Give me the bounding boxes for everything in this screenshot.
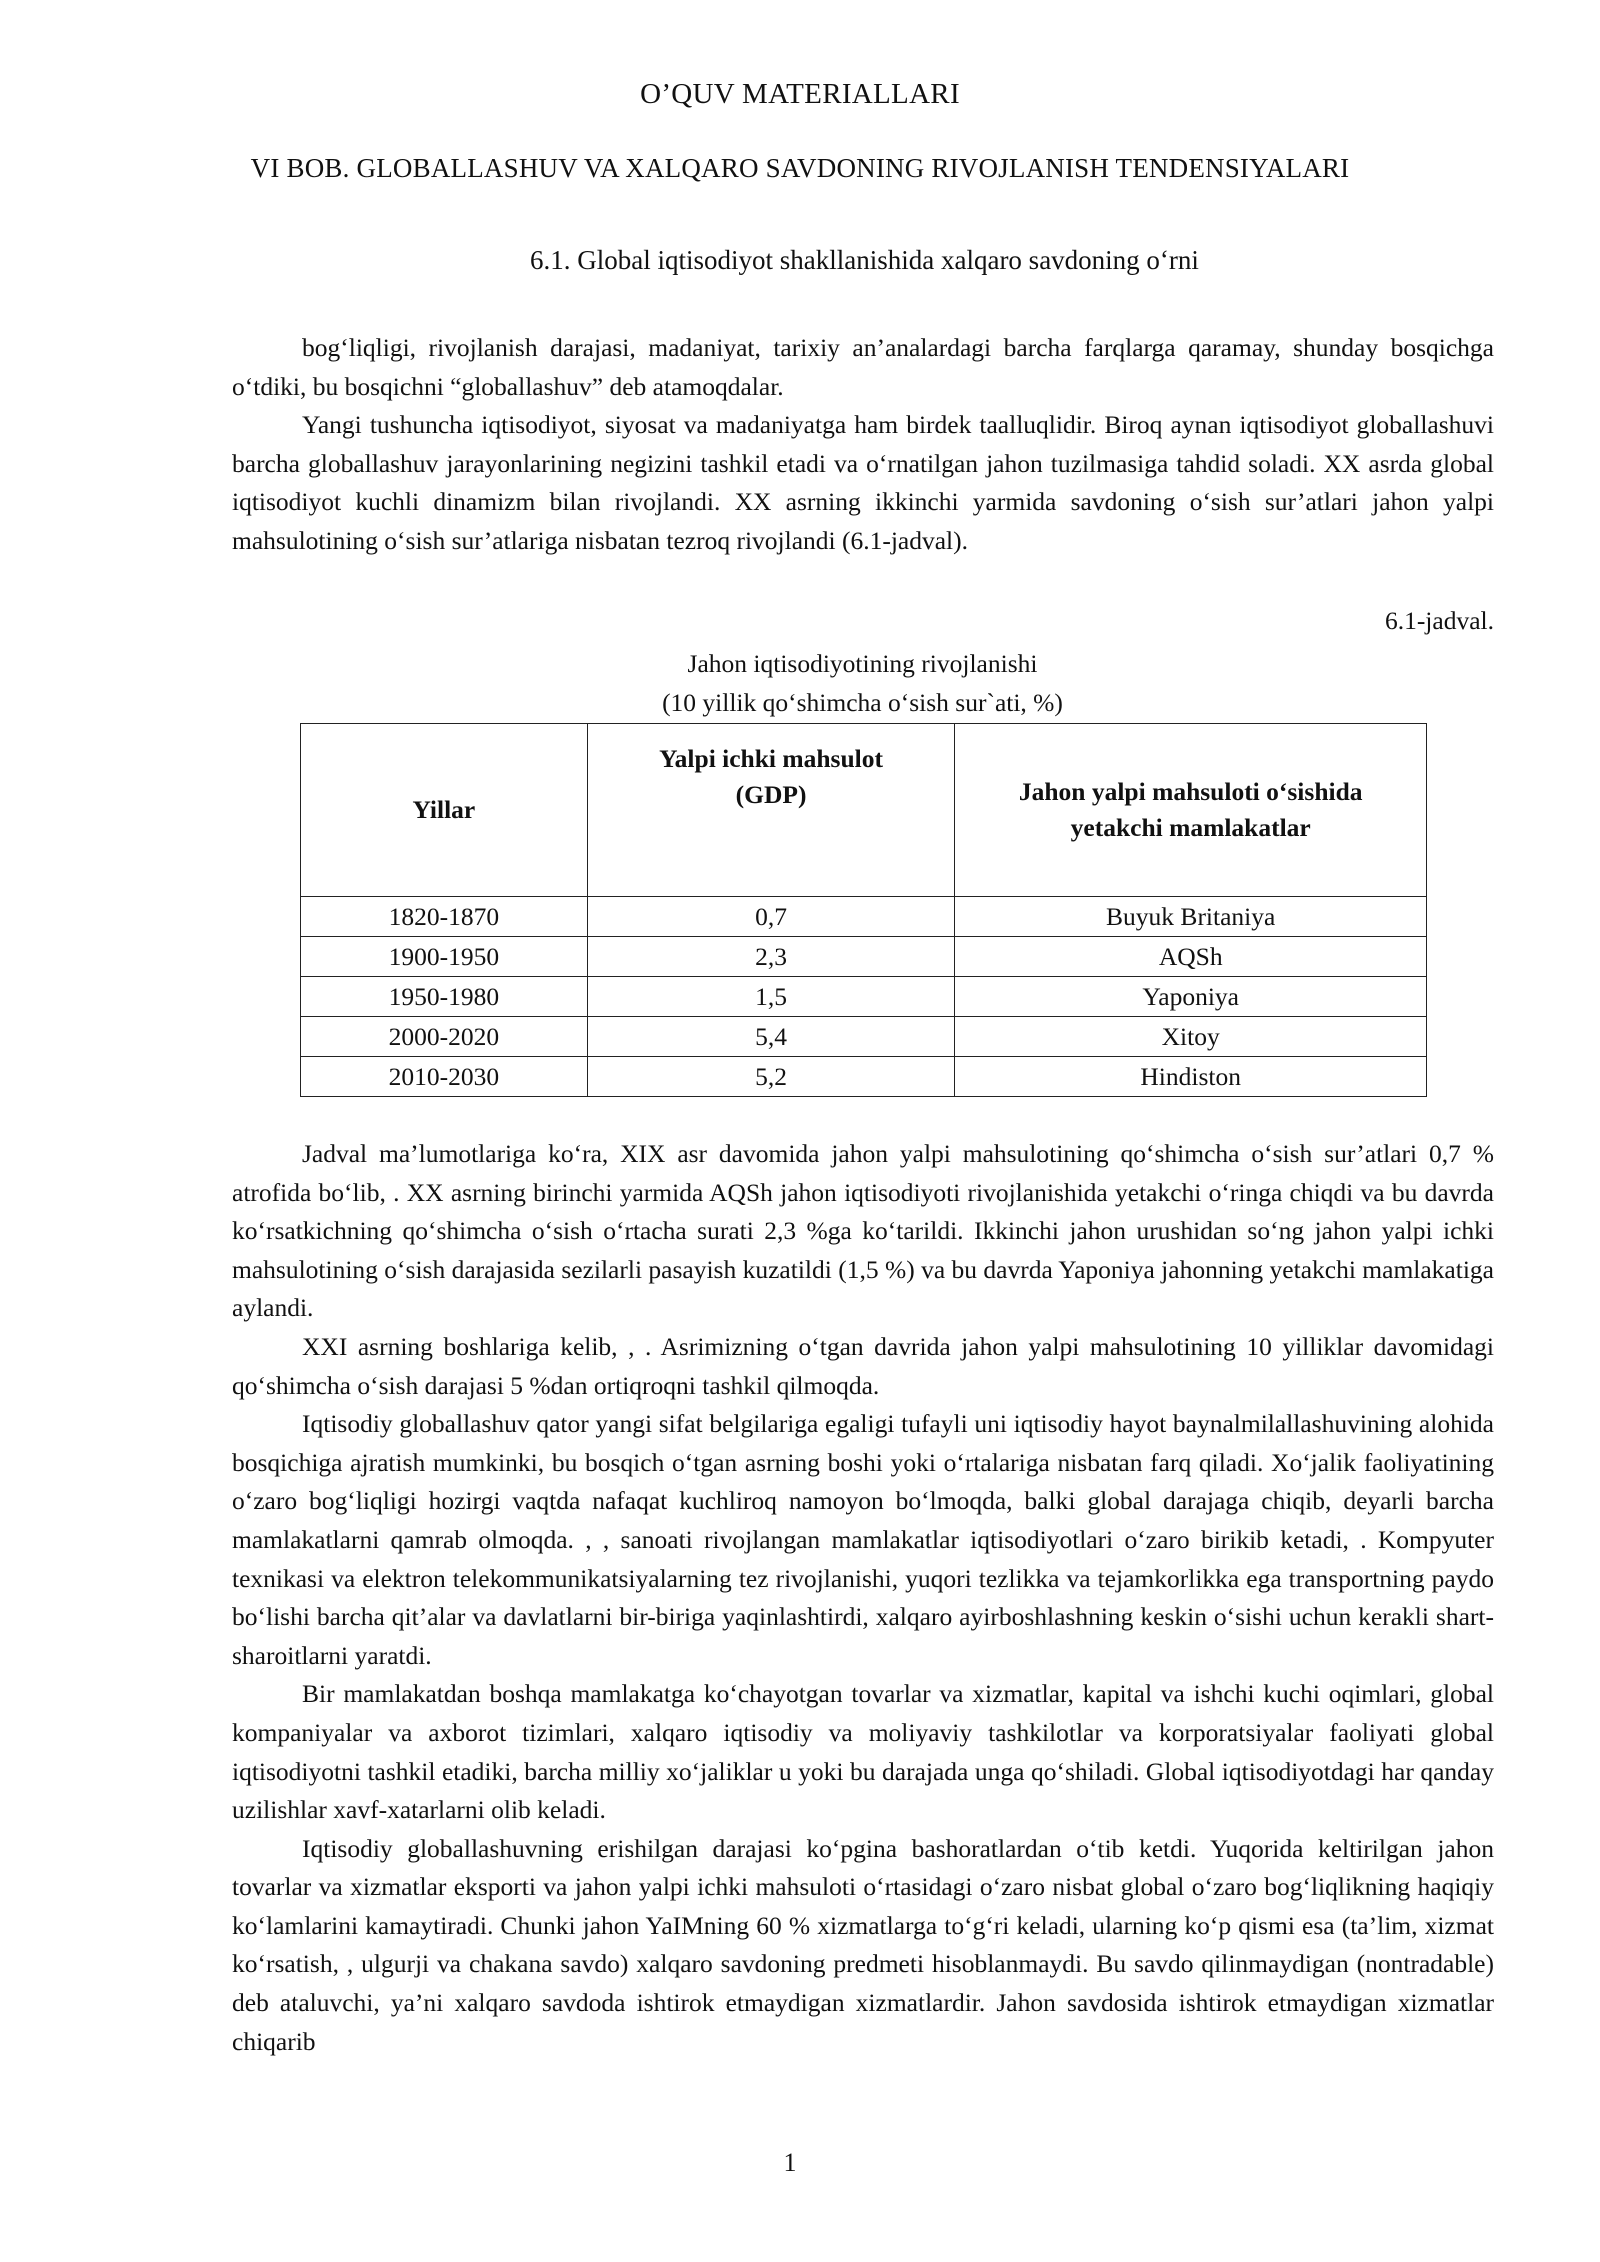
paragraph: Yangi tushuncha iqtisodiyot, siyosat va madaniyatga ham birdek taalluqlidir. Biroq aynan iqtisodiyot globallashuvi barcha globallashuv jarayonlarining negizini tashkil etadi va o‘rnatilgan jahon tuzilmasiga tahdid soladi. XX asrda global iqtisodiyot kuchli dinamizm bilan rivojlandi. XX asrning ikkinchi yarmida savdoning o‘sish sur’atlari jahon yalpi mahsulotining o‘sish sur’atlariga nisbatan tezroq rivojlandi (6.1-jadval).	[232, 410, 1494, 555]
cell-leader: Xitoy	[955, 1017, 1427, 1057]
column-header-gdp: Yalpi ichki mahsulot (GDP)	[587, 724, 955, 897]
paragraph: XXI asrning boshlariga kelib, , . Asrimizning o‘tgan davrida jahon yalpi mahsulotining 10 yilliklar davomidagi qo‘shimcha o‘sish darajasi 5 %dan ortiqroqni tashkil qilmoqda.	[232, 1331, 1494, 1400]
cell-leader: AQSh	[955, 937, 1427, 977]
table-row	[301, 1057, 1427, 1097]
chapter-title: VI BOB. GLOBALLASHUV VA XALQARO SAVDONING RIVOJLANISH TENDENSIYALARI	[250, 153, 1350, 183]
cell-gdp: 5,2	[587, 1057, 955, 1097]
cell-leader: Buyuk Britaniya	[955, 897, 1427, 937]
table-row	[301, 1017, 1427, 1057]
table-caption-line: Jahon iqtisodiyotining rivojlanishi	[687, 649, 1038, 678]
table-caption-line: (10 yillik qo‘shimcha o‘sish sur`ati, %)	[662, 687, 1063, 717]
paragraph: Iqtisodiy globallashuv qator yangi sifat belgilariga egaligi tufayli uni iqtisodiy hayot baynalmilallashuvining alohida bosqichiga ajratish mumkinki, bu bosqich o‘tgan asrning boshi yoki o‘rtalariga nisbatan farq qiladi. Xo‘jalik faoliyatining o‘zaro bog‘liqligi hozirgi vaqtda nafaqat kuchliroq namoyon bo‘lmoqda, balki global darajaga chiqib, deyarli barcha mamlakatlarni qamrab olmoqda. , , sanoati rivojlangan mamlakatlar iqtisodiyotlari o‘zaro birikib ketadi, . Kompyuter texnikasi va elektron telekommunikatsiyalarning tez rivojlanishi, yuqori tezlikka va tejamkorlikka ega transportning paydo bo‘lishi barcha qit’alar va davlatlarni bir-biriga yaqinlashtirdi, xalqaro ayirboshlashning keskin o‘sishi uchun kerakli shart-sharoitlarni yaratdi.	[232, 1409, 1494, 1670]
cell-leader: Yaponiya	[955, 977, 1427, 1017]
paragraph: bog‘liqligi, rivojlanish darajasi, madaniyat, tarixiy an’analardagi barcha farqlarga qaramay, shunday bosqichga o‘tdiki, bu bosqichni “globallashuv” deb atamoqdalar.	[232, 333, 1494, 401]
column-header-leaders: Jahon yalpi mahsuloti o‘sishida yetakchi mamlakatlar	[955, 724, 1427, 897]
cell-years: 2010-2030	[301, 1057, 588, 1097]
paragraph: Bir mamlakatdan boshqa mamlakatga ko‘chayotgan tovarlar va xizmatlar, kapital va ishchi kuchi oqimlari, global kompaniyalar va axborot tizimlari, xalqaro iqtisodiy va moliyaviy tashkilotlar va korporatsiyalar faoliyati global iqtisodiyotni tashkil etadiki, barcha milliy xo‘jaliklar u yoki bu darajada unga qo‘shiladi. Global iqtisodiyotdagi har qanday uzilishlar xavf-xatarlarni olib keladi.	[232, 1679, 1494, 1825]
section-title: 6.1. Global iqtisodiyot shakllanishida xalqaro savdoning o‘rni	[530, 245, 1199, 275]
cell-years: 2000-2020	[301, 1017, 588, 1057]
cell-leader: Hindiston	[955, 1057, 1427, 1097]
table-row	[301, 937, 1427, 977]
data-table	[300, 723, 1427, 1097]
paragraph: Jadval ma’lumotlariga ko‘ra, XIX asr davomida jahon yalpi mahsulotining qo‘shimcha o‘sish sur’atlari 0,7 % atrofida bo‘lib, . XX asrning birinchi yarmida AQSh jahon iqtisodiyoti rivojlanishida yetakchi o‘ringa chiqdi va bu davrda ko‘rsatkichning qo‘shimcha o‘sish o‘rtacha surati 2,3 %ga ko‘tarildi. Ikkinchi jahon urushidan so‘ng jahon yalpi ichki mahsulotining o‘sish darajasida sezilarli pasayish kuzatildi (1,5 %) va bu davrda Yaponiya jahonning yetakchi mamlakatiga aylandi.	[232, 1139, 1494, 1323]
paragraph: Iqtisodiy globallashuvning erishilgan darajasi ko‘pgina bashoratlardan o‘tib ketdi. Yuqorida keltirilgan jahon tovarlar va xizmatlar eksporti va jahon yalpi ichki mahsuloti o‘rtasidagi o‘zaro nisbat global o‘zaro bog‘liqlikning haqiqiy ko‘lamlarini kamaytiradi. Chunki jahon YaIMning 60 % xizmatlarga to‘g‘ri keladi, ularning ko‘p qismi esa (ta’lim, xizmat ko‘rsatish, , ulgurji va chakana savdo) xalqaro savdoning predmeti hisoblanmaydi. Bu savdo qilinmaydigan (nontradable) deb ataluvchi, ya’ni xalqaro savdoda ishtirok etmaydigan xizmatlardir. Jahon savdosida ishtirok etmaydigan xizmatlar chiqarib	[232, 1833, 1494, 2056]
table-header-row	[301, 724, 1427, 897]
page-number: 1	[783, 2148, 797, 2177]
main-text	[232, 1135, 1494, 2061]
cell-gdp: 1,5	[587, 977, 955, 1017]
table-label: 6.1-jadval.	[1384, 606, 1494, 635]
document-header-title: O’QUV MATERIALLARI	[640, 78, 960, 110]
cell-years: 1900-1950	[301, 937, 588, 977]
table-row	[301, 897, 1427, 937]
cell-years: 1950-1980	[301, 977, 588, 1017]
cell-gdp: 5,4	[587, 1017, 955, 1057]
column-header-years: Yillar	[301, 724, 588, 897]
cell-gdp: 0,7	[587, 897, 955, 937]
table-row	[301, 977, 1427, 1017]
cell-gdp: 2,3	[587, 937, 955, 977]
table-caption	[0, 645, 1600, 722]
intro-text	[232, 329, 1494, 561]
cell-years: 1820-1870	[301, 897, 588, 937]
